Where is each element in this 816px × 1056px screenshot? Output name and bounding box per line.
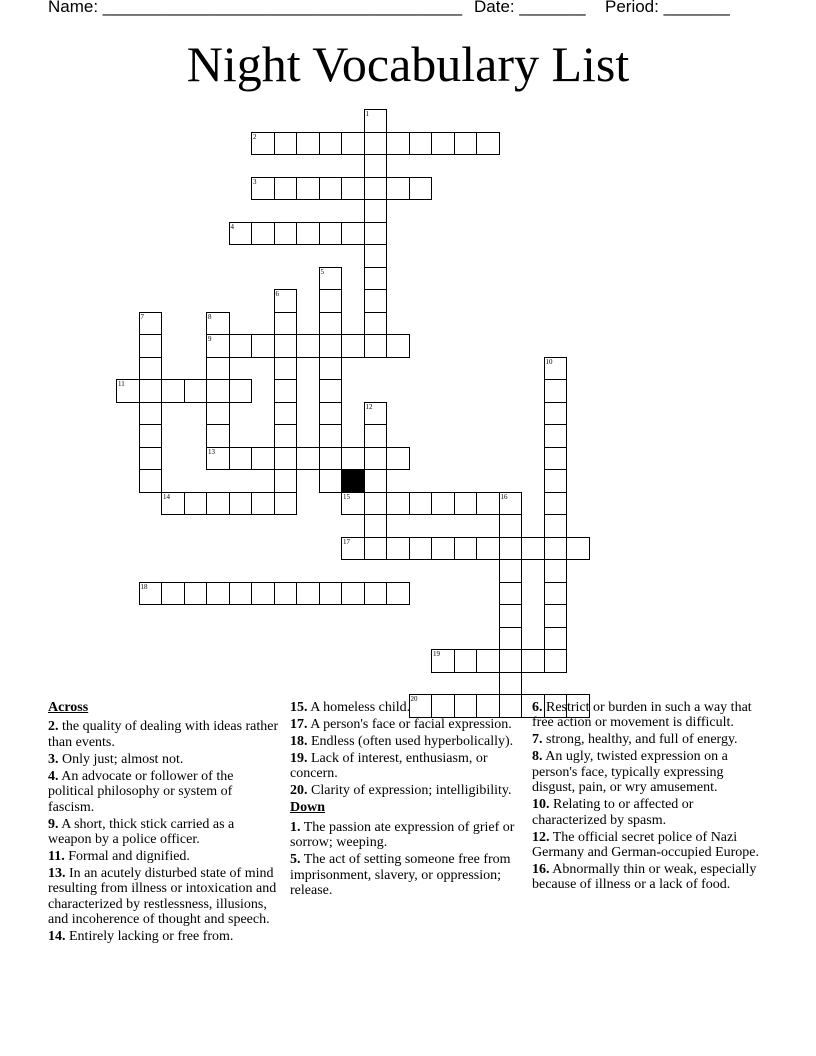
clue-item-text: Lack of interest, enthusiasm, or concern. — [290, 751, 488, 782]
grid-cell[interactable] — [364, 244, 388, 268]
clue-item — [290, 700, 522, 715]
clue-item-number: 15. — [290, 700, 308, 715]
clue-item-number: 14. — [48, 929, 66, 945]
clue-number: 9 — [208, 335, 212, 343]
grid-cell[interactable] — [409, 132, 433, 156]
grid-cell[interactable] — [296, 132, 320, 156]
grid-cell[interactable] — [319, 267, 343, 291]
grid-cell[interactable] — [476, 649, 500, 673]
clue-number: 14 — [163, 492, 170, 501]
grid-cell[interactable] — [206, 424, 230, 448]
grid-cell[interactable] — [296, 582, 320, 606]
grid-cell[interactable] — [476, 537, 500, 561]
grid-cell[interactable] — [499, 649, 523, 673]
grid-cell[interactable] — [544, 514, 568, 538]
period-field[interactable]: Period: _______ — [605, 0, 730, 16]
grid-cell[interactable] — [274, 289, 298, 313]
grid-cell[interactable] — [409, 177, 433, 201]
clue-item — [532, 749, 768, 795]
grid-cell[interactable] — [341, 582, 365, 606]
clue-item — [290, 717, 522, 732]
grid-cell[interactable] — [544, 582, 568, 606]
grid-cell[interactable] — [364, 154, 388, 178]
grid-cell[interactable] — [386, 447, 410, 471]
grid-cell[interactable] — [386, 177, 410, 201]
clue-item-text: The official secret police of Nazi Germany and German-occupied Europe. — [532, 829, 760, 861]
grid-cell[interactable] — [206, 447, 230, 471]
grid-cell[interactable] — [296, 177, 320, 201]
grid-cell[interactable] — [341, 334, 365, 358]
grid-cell[interactable] — [341, 537, 365, 561]
grid-cell[interactable] — [544, 559, 568, 583]
grid-cell[interactable] — [296, 222, 320, 246]
clue-number: 17 — [343, 537, 350, 546]
grid-cell[interactable] — [139, 424, 163, 448]
grid-cell[interactable] — [206, 357, 230, 381]
clue-item-text: Abnormally thin or weak, especially because of illness or a lack of food. — [532, 862, 757, 893]
clue-item — [290, 783, 522, 798]
grid-cell[interactable] — [161, 492, 185, 516]
grid-cell[interactable] — [431, 537, 455, 561]
clue-item-number: 3. — [48, 751, 59, 767]
grid-cell[interactable] — [341, 492, 365, 516]
grid-cell[interactable] — [274, 312, 298, 336]
clue-number: 20 — [410, 695, 418, 703]
clue-item — [532, 732, 768, 747]
grid-cell[interactable] — [319, 357, 343, 381]
clue-item-text: Entirely lacking or free from. — [65, 929, 234, 945]
clue-column-1 — [48, 700, 280, 946]
grid-cell[interactable] — [274, 222, 298, 246]
grid-cell[interactable] — [364, 582, 388, 606]
grid-cell[interactable] — [274, 447, 298, 471]
grid-cell[interactable] — [431, 492, 455, 516]
grid-cell[interactable] — [274, 132, 298, 156]
grid-cell[interactable] — [229, 582, 253, 606]
clue-item — [532, 797, 768, 828]
across-heading: Across — [48, 700, 89, 715]
grid-cell[interactable] — [139, 379, 163, 403]
grid-cell[interactable] — [454, 649, 478, 673]
clue-item-number: 17. — [290, 717, 308, 732]
clue-item-number: 7. — [532, 732, 543, 748]
grid-cell[interactable] — [319, 312, 343, 336]
grid-cell[interactable] — [139, 402, 163, 426]
grid-cell[interactable] — [544, 357, 568, 381]
grid-cell[interactable] — [206, 402, 230, 426]
grid-cell[interactable] — [296, 447, 320, 471]
clue-item-text: An ugly, twisted expression on a person's face, typically expressing disgust, pain, or wry amusement. — [532, 749, 728, 796]
grid-cell[interactable] — [364, 514, 388, 538]
clue-item-number: 5. — [290, 852, 301, 868]
grid-cell[interactable] — [206, 492, 230, 516]
grid-cell[interactable] — [229, 222, 253, 246]
clue-item-text: Restrict or burden in such a way that free action or movement is difficult. — [532, 700, 752, 731]
grid-cell[interactable] — [274, 492, 298, 516]
grid-cell[interactable] — [341, 222, 365, 246]
grid-cell[interactable] — [566, 537, 590, 561]
clue-item-number: 16. — [532, 862, 550, 878]
clue-item-text: Only just; almost not. — [58, 751, 184, 767]
clue-item-number: 10. — [532, 797, 550, 813]
grid-cell[interactable] — [386, 132, 410, 156]
grid-cell[interactable] — [454, 132, 478, 156]
grid-cell[interactable] — [364, 312, 388, 336]
grid-cell[interactable] — [521, 649, 545, 673]
clue-item-number: 12. — [532, 829, 550, 845]
grid-cell[interactable] — [364, 289, 388, 313]
grid-cell[interactable] — [454, 537, 478, 561]
clue-item — [48, 719, 280, 750]
clue-number: 18 — [140, 582, 148, 591]
clue-item — [48, 849, 280, 864]
clue-item — [290, 852, 522, 898]
grid-cell[interactable] — [386, 334, 410, 358]
grid-cell[interactable] — [341, 447, 365, 471]
grid-cell[interactable] — [274, 177, 298, 201]
grid-cell[interactable] — [341, 177, 365, 201]
clue-number: 1 — [365, 110, 369, 118]
grid-cell[interactable] — [544, 447, 568, 471]
grid-cell[interactable] — [319, 289, 343, 313]
grid-cell[interactable] — [161, 379, 185, 403]
clue-number: 4 — [230, 222, 234, 231]
clue-number: 7 — [140, 312, 144, 321]
grid-cell[interactable] — [499, 537, 523, 561]
grid-cell[interactable] — [454, 492, 478, 516]
grid-cell[interactable] — [499, 514, 523, 538]
grid-cell[interactable] — [364, 267, 388, 291]
clue-item — [290, 820, 522, 851]
clue-item-number: 19. — [290, 751, 308, 766]
clue-item — [48, 866, 280, 928]
grid-cell[interactable] — [499, 559, 523, 583]
grid-cell[interactable] — [499, 604, 523, 628]
grid-cell[interactable] — [499, 672, 523, 696]
clue-number: 2 — [253, 132, 257, 141]
clue-item-text: A person's face or facial expression. — [307, 717, 512, 732]
grid-cell[interactable] — [386, 537, 410, 561]
grid-cell[interactable] — [364, 177, 388, 201]
clue-item — [48, 752, 280, 767]
grid-cell[interactable] — [184, 492, 208, 516]
grid-cell[interactable] — [544, 379, 568, 403]
grid-cell[interactable] — [161, 582, 185, 606]
grid-cell[interactable] — [319, 177, 343, 201]
grid-cell[interactable] — [364, 199, 388, 223]
clue-item-text: A homeless child. — [307, 700, 411, 715]
grid-cell[interactable] — [364, 447, 388, 471]
grid-cell[interactable] — [116, 379, 140, 403]
clue-item — [290, 734, 522, 749]
grid-cell[interactable] — [139, 312, 163, 336]
clue-item — [532, 700, 768, 731]
grid-cell[interactable] — [251, 132, 275, 156]
clue-item-text: Relating to or affected or characterized by spasm. — [532, 797, 694, 828]
black-cell — [341, 469, 365, 493]
clue-item-number: 18. — [290, 734, 308, 749]
grid-cell[interactable] — [274, 379, 298, 403]
clue-item-text: Formal and dignified. — [64, 849, 190, 865]
grid-cell[interactable] — [319, 402, 343, 426]
page-title: Night Vocabulary List — [186, 36, 630, 92]
clue-item — [290, 751, 522, 782]
grid-cell[interactable] — [296, 334, 320, 358]
grid-cell[interactable] — [499, 627, 523, 651]
date-field[interactable]: Date: _______ — [474, 0, 586, 16]
clue-item-text: The passion ate expression of grief or sorrow; weeping. — [290, 819, 515, 851]
clue-item-number: 13. — [48, 866, 66, 882]
clue-item-text: Endless (often used hyperbolically). — [307, 734, 514, 749]
grid-cell[interactable] — [364, 424, 388, 448]
grid-cell[interactable] — [229, 492, 253, 516]
grid-cell[interactable] — [184, 379, 208, 403]
clue-item-number: 8. — [532, 749, 543, 765]
clue-item — [48, 769, 280, 815]
grid-cell[interactable] — [319, 222, 343, 246]
clue-number: 5 — [320, 267, 324, 276]
grid-cell[interactable] — [319, 424, 343, 448]
grid-cell[interactable] — [341, 132, 365, 156]
grid-cell[interactable] — [229, 447, 253, 471]
clue-number: 13 — [208, 447, 215, 456]
clue-number: 15 — [343, 492, 350, 501]
grid-cell[interactable] — [274, 402, 298, 426]
grid-cell[interactable] — [364, 492, 388, 516]
grid-cell[interactable] — [476, 132, 500, 156]
clue-item-number: 20. — [290, 783, 308, 799]
grid-cell[interactable] — [274, 357, 298, 381]
clue-item-text: the quality of dealing with ideas rather than events. — [48, 719, 279, 750]
grid-cell[interactable] — [139, 469, 163, 493]
grid-cell[interactable] — [476, 492, 500, 516]
clue-item — [532, 862, 768, 893]
grid-cell[interactable] — [499, 492, 523, 516]
grid-cell[interactable] — [229, 334, 253, 358]
grid-cell[interactable] — [184, 582, 208, 606]
clue-number: 11 — [118, 380, 125, 388]
clue-item — [532, 830, 768, 861]
clue-column-3 — [532, 700, 768, 894]
grid-cell[interactable] — [319, 469, 343, 493]
grid-cell[interactable] — [206, 334, 230, 358]
clue-item-number: 6. — [532, 700, 543, 715]
grid-cell[interactable] — [274, 334, 298, 358]
grid-cell[interactable] — [386, 492, 410, 516]
clue-number: 16 — [500, 492, 508, 501]
grid-cell[interactable] — [139, 334, 163, 358]
clue-item-text: An advocate or follower of the political philosophy or system of fascism. — [48, 768, 234, 815]
grid-cell[interactable] — [251, 334, 275, 358]
clue-item-text: The act of setting someone free from imprisonment, slavery, or oppression; release. — [290, 852, 511, 899]
grid-cell[interactable] — [499, 582, 523, 606]
grid-cell[interactable] — [251, 582, 275, 606]
grid-cell[interactable] — [319, 132, 343, 156]
grid-cell[interactable] — [364, 537, 388, 561]
grid-cell[interactable] — [274, 469, 298, 493]
clue-number: 3 — [253, 177, 257, 186]
clue-number: 12 — [365, 402, 373, 411]
grid-cell[interactable] — [364, 222, 388, 246]
grid-cell[interactable] — [274, 582, 298, 606]
grid-cell[interactable] — [544, 537, 568, 561]
name-field[interactable]: Name: ______________________________________ — [48, 0, 463, 16]
grid-cell[interactable] — [364, 469, 388, 493]
grid-cell[interactable] — [319, 447, 343, 471]
clue-item-number: 11. — [48, 849, 65, 865]
grid-cell[interactable] — [319, 379, 343, 403]
clue-number: 19 — [433, 650, 440, 658]
clue-item-text: In an acutely disturbed state of mind resulting from illness or intoxication and characterized by restlessness, illusions, and incoherence of thought and speech. — [48, 866, 277, 928]
grid-cell[interactable] — [521, 537, 545, 561]
grid-cell[interactable] — [319, 334, 343, 358]
grid-cell[interactable] — [274, 424, 298, 448]
grid-cell[interactable] — [409, 492, 433, 516]
grid-cell[interactable] — [251, 222, 275, 246]
grid-cell[interactable] — [544, 649, 568, 673]
grid-cell[interactable] — [251, 447, 275, 471]
grid-cell[interactable] — [431, 649, 455, 673]
grid-cell[interactable] — [139, 582, 163, 606]
grid-cell[interactable] — [364, 132, 388, 156]
grid-cell[interactable] — [206, 379, 230, 403]
grid-cell[interactable] — [544, 402, 568, 426]
grid-cell[interactable] — [251, 177, 275, 201]
clue-item — [48, 929, 280, 944]
clue-number: 8 — [208, 312, 212, 321]
clue-item-text: Clarity of expression; intelligibility. — [307, 783, 512, 799]
clue-item-text: A short, thick stick carried as a weapon by a police officer. — [48, 816, 235, 848]
clue-number: 6 — [275, 290, 279, 298]
clue-item-number: 4. — [48, 768, 59, 784]
grid-cell[interactable] — [544, 604, 568, 628]
grid-cell[interactable] — [206, 582, 230, 606]
clue-item-number: 9. — [48, 816, 59, 832]
grid-cell[interactable] — [364, 334, 388, 358]
clue-item-number: 2. — [48, 719, 59, 735]
clue-number: 10 — [545, 357, 553, 366]
grid-cell[interactable] — [544, 492, 568, 516]
clue-item-number: 1. — [290, 819, 301, 835]
worksheet-header — [48, 0, 788, 21]
grid-cell[interactable] — [319, 582, 343, 606]
grid-cell[interactable] — [409, 537, 433, 561]
grid-cell[interactable] — [544, 424, 568, 448]
grid-cell[interactable] — [386, 582, 410, 606]
down-heading: Down — [290, 800, 326, 816]
grid-cell[interactable] — [206, 312, 230, 336]
grid-cell[interactable] — [431, 132, 455, 156]
clue-item — [48, 817, 280, 848]
grid-cell[interactable] — [229, 379, 253, 403]
grid-cell[interactable] — [364, 402, 388, 426]
grid-cell[interactable] — [544, 627, 568, 651]
grid-cell[interactable] — [364, 109, 388, 133]
grid-cell[interactable] — [251, 492, 275, 516]
clue-item-text: strong, healthy, and full of energy. — [542, 732, 738, 748]
grid-cell[interactable] — [139, 447, 163, 471]
grid-cell[interactable] — [139, 357, 163, 381]
grid-cell[interactable] — [544, 469, 568, 493]
clue-column-2 — [290, 700, 522, 900]
